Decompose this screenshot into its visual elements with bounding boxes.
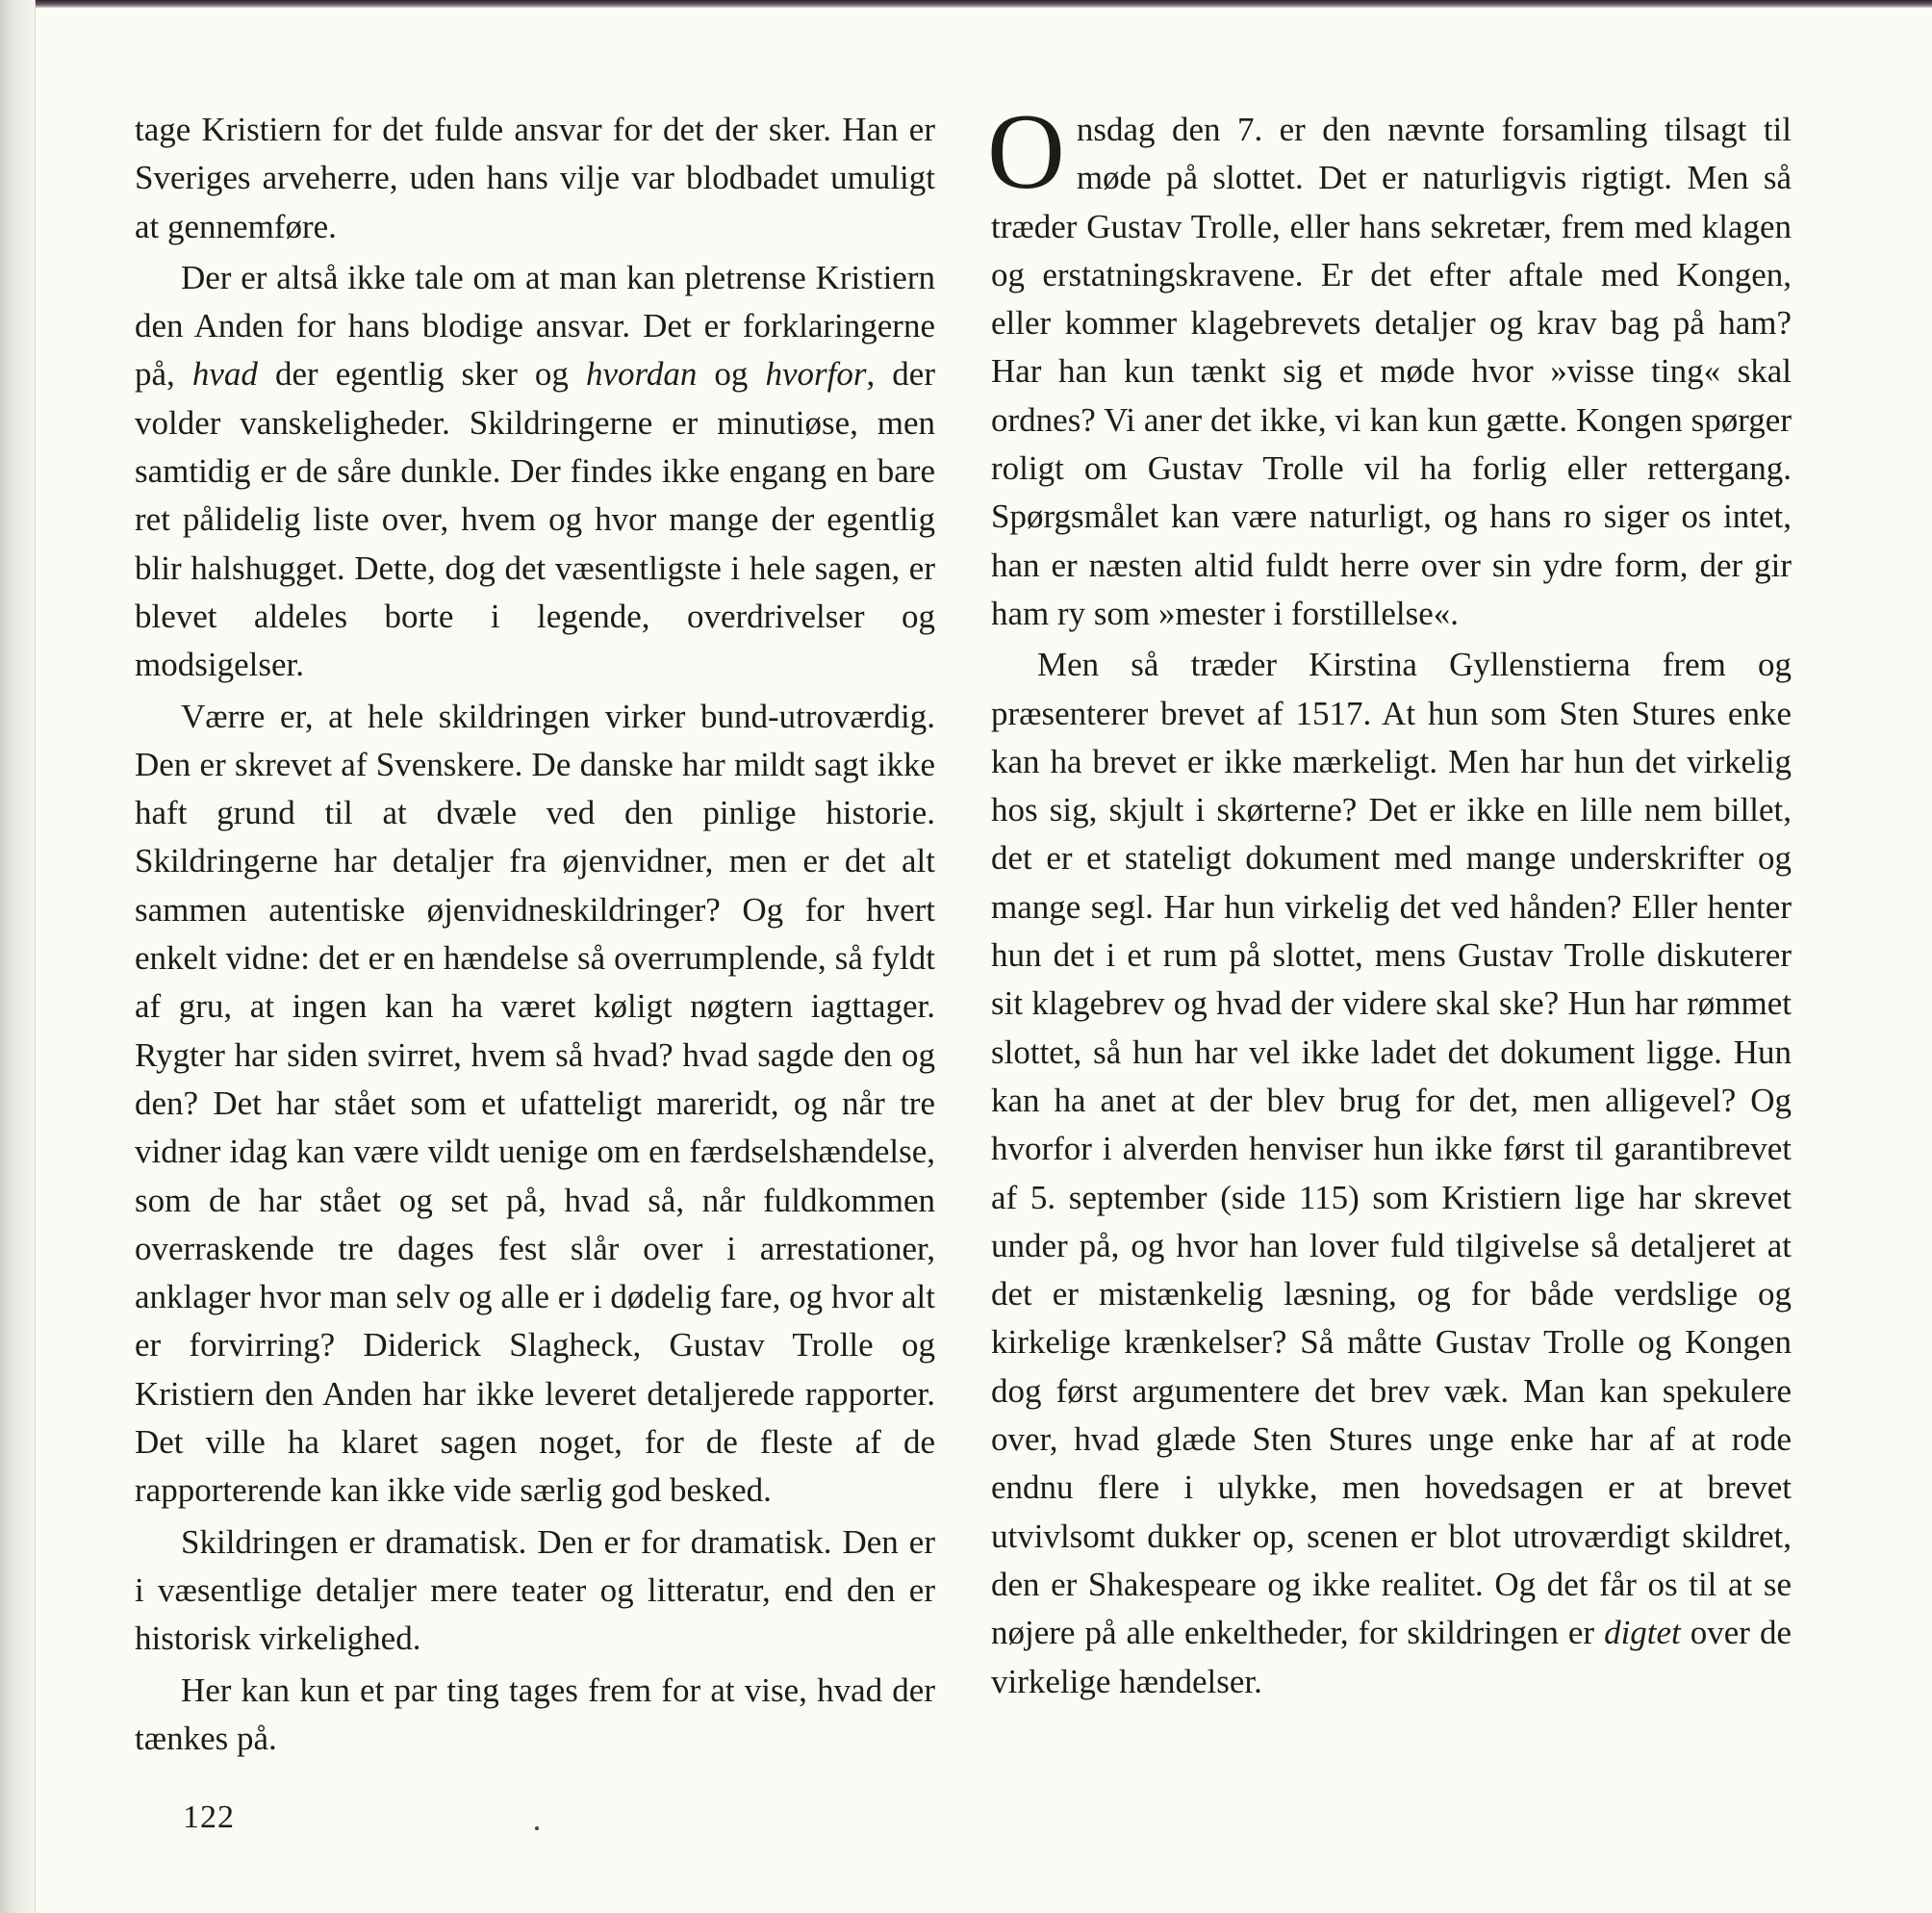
book-binding-edge [0,0,36,1913]
paragraph: Værre er, at hele skildringen virker bund-utroværdig. Den er skrevet af Svenskere. De danske har mildt sagt ikke haft grund til at dvæle ved den pinlige historie. Skildringerne har detaljer fra øjenvidner, men er det alt sammen autentiske øjenvidneskildringer? Og for hvert enkelt vidne: det er en hændelse så overrumplende, så fyldt af gru, at ingen kan ha været køligt nøgtern iagttager. Rygter har siden svirret, hvem så hvad? hvad sagde den og den? Det har stået som et ufatteligt mareridt, og når tre vidner idag kan være vildt uenige om en færdselshændelse, som de har stået og set på, hvad så, når fuldkommen overraskende tre dages fest slår over i arrestationer, anklager hvor man selv og alle er i dødelig fare, og hvor alt er forvirring? Diderick Slagheck, Gustav Trolle og Kristiern den Anden har ikke leveret detaljerede rapporter. Det ville ha klaret sagen noget, for de fleste af de rapporterende kan ikke vide særlig god besked. [135,697,935,1510]
text-run: Der er altså ikke tale om at man kan pletrense Kristiern den Anden for hans blodige ansvar. Det er forklaringerne på, [135,258,935,394]
paragraph: Her kan kun et par ting tages frem for at vise, hvad der tænkes på. [135,1671,935,1757]
page-top-edge [0,0,1932,8]
text-run: der egentlig sker og [257,355,586,394]
page-number: 122 [183,1799,235,1835]
italic-text: digtet [1604,1614,1681,1652]
left-text-column [135,106,935,1763]
text-run: og [697,355,766,394]
paragraph [135,254,935,690]
paragraph [987,92,1792,638]
italic-text: hvordan [585,355,698,394]
text-run: , der volder vanskeligheder. Skildringerne er minutiøse, men samtidig er de såre dunkle. Der findes ikke engang en bare ret pålidelig liste over, hvem og hvor mange der egentlig blir halshugget. Dette, dog det væsentligste i hele sagen, er blevet aldeles borte i legende, overdrivelser og modsigelser. [135,355,935,684]
right-text-column [987,92,1792,1706]
text-run: Men så træder Kirstina Gyllenstierna frem og præsenterer brevet af 1517. At hun som Sten Stures enke kan ha brevet er ikke mærkeligt. Men har hun det virkelig hos sig, skjult i skørterne? Det er ikke en lille nem billet, det er et stateligt dokument med mange underskrifter og mange segl. Har hun virkelig det ved hånden? Eller henter hun det i et rum på slottet, mens Gustav Trolle diskuterer sit klagebrev og hvad der videre skal ske? Hun har rømmet slottet, så hun har vel ikke ladet det dokument ligge. Hun kan ha anet at der blev brug for det, men alligevel? Og hvorfor i alverden henviser hun ikke først til garantibrevet af 5. september (side 115) som Kristiern lige har skrevet under på, og hvor han lover fuld tilgivelse så detaljeret at det er mistænkelig læsning, og for både verdslige og kirkelige krænkelser? Så måtte Gustav Trolle og Kongen dog først argumentere det brev væk. Man kan spekulere over, hvad glæde Sten Stures unge enke har af at rode endnu flere i ulykke, men hovedsagen er at brevet utvivlsomt dukker op, scenen er blot utroværdigt skildret, den er Shakespeare og ikke realitet. Og det får os til at se nøjere på alle enkeltheder, for skildringen er [991,646,1792,1652]
drop-cap: O [987,92,1065,212]
paragraph: Skildringen er dramatisk. Den er for dramatisk. Den er i væsentlige detaljer mere teater og litteratur, end den er historisk virkelighed. [135,1522,935,1658]
paragraph [991,641,1792,1706]
text-run: nsdag den 7. er den nævnte forsamling tilsagt til møde på slottet. Det er naturligvis rigtigt. Men så træder Gustav Trolle, eller hans sekretær, frem med klagen og erstatningskravene. Er det efter aftale med Kongen, eller kommer klagebrevets detaljer og krav bag på ham? Har han kun tænkt sig et møde hvor »visse ting« skal ordnes? Vi aner det ikke, vi kan kun gætte. Kongen spørger roligt om Gustav Trolle vil ha forlig eller rettergang. Spørgsmålet kan være naturligt, og hans ro siger os intet, han er næsten altid fuldt herre over sin ydre form, der gir ham ry som »mester i forstillelse«. [991,111,1792,632]
italic-text: hvorfor [765,355,867,394]
paragraph: tage Kristiern for det fulde ansvar for det der sker. Han er Sveriges arveherre, uden hans vilje var blodbadet umuligt at gennemføre. [135,111,935,245]
italic-text: hvad [191,355,258,394]
ink-speck [535,1826,539,1830]
text-run: over de virkelige hændelser. [991,1614,1792,1700]
